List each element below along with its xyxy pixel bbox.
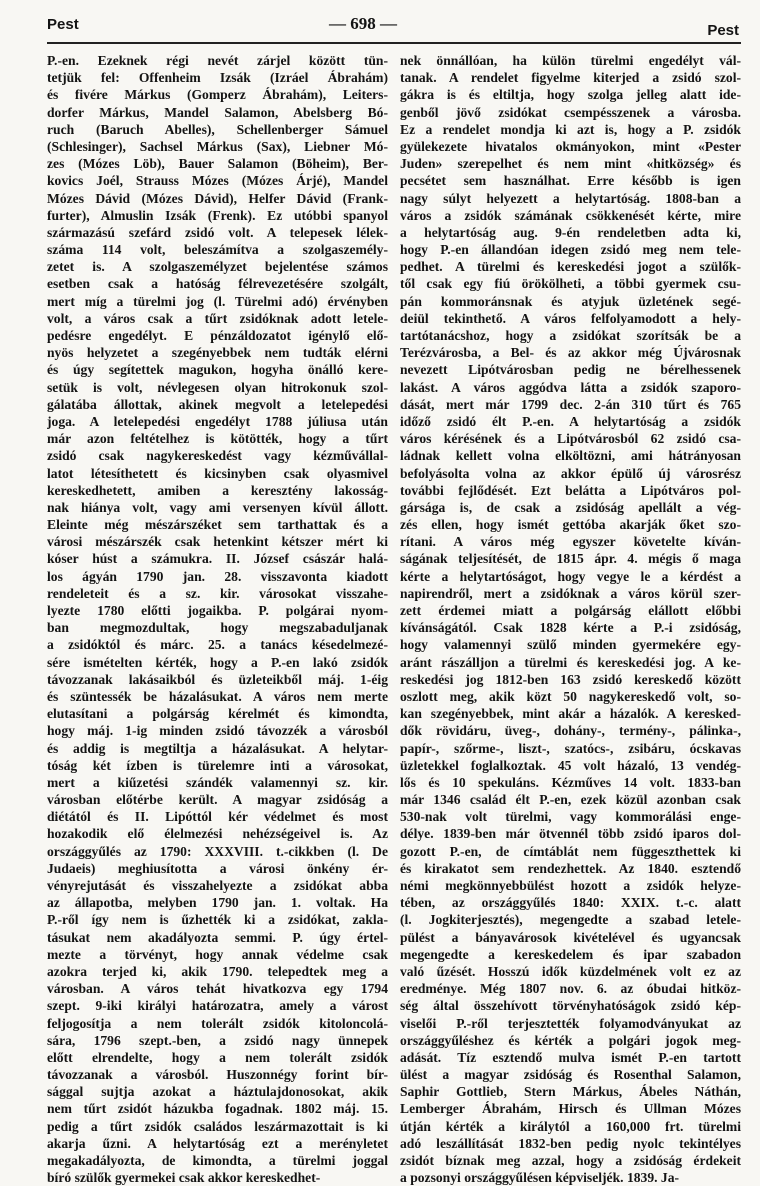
text-line: 530-nak volt türelmi, vagy kommorálási enge- [400,809,741,825]
text-line: tében, az országgyűlés 1840: XXIX. t.-c. alatt [400,895,741,911]
text-line: tartótanácshoz, hogy a zsidókat szorítsák be a [400,328,741,343]
text-line: üzletekkel foglalkoztak. 45 volt házaló, 13 vendég- [400,757,741,773]
text-line: től csak egy fiú örökölheti, a többi gyermek csu- [400,276,741,292]
text-line: Judaeis) meghiusította a városi önkény ér- [47,860,388,876]
text-line: pecsétet sem használhat. Erre később is igen [400,173,741,189]
text-line: ruch (Baruch Abelles), Schellenberger Sámuel [47,121,388,137]
header-left-title: Pest [47,16,79,33]
text-line: időző zsidó élt P.-en. A helytartóság a zsidók [400,413,741,429]
text-line: sára, 1796 szept.-ben, a zsidó nagy ünnepek [47,1032,388,1048]
text-line: távozzanak lakásaikból és üzleteikből máj. 1-éig [47,671,388,687]
text-line: mert míg a türelmi jog (l. Türelmi adó) érvényben [47,293,388,309]
text-line: kérte a helytartóságot, hogy vegye le a kérdést a [400,568,741,584]
text-line: azokra terjed ki, akik 1790. telepedtek meg a [47,963,388,979]
text-line: Terézvárosba, a Bel- és az akkor még Újvárosnak [400,345,741,361]
text-line: napirendről, mert a zsidóknak a város körül szer- [400,585,741,601]
text-line: setük is volt, névlegesen olyan hitrokonuk szol- [47,379,388,395]
text-line: városi mészárszék csak hetenkint kétszer mért ki [47,534,388,550]
text-line: a zsidóktól és márc. 25. a tanács késedelmezé- [47,637,388,653]
running-header [47,0,741,40]
text-line: deiül tekinthető. A város felfolyamodott a hely- [400,310,741,326]
text-line: (Schlesinger), Sachsel Márkus (Sax), Liebner Mó- [47,138,388,154]
text-line: esetben csak a hatóság félrevezetésére szolgált, [47,276,388,292]
text-line: eredménye. Még 1807 nov. 6. az óbudai hitköz- [400,981,741,997]
text-line: mert a kiűzetési szándék valamennyi sz. kir. [47,774,388,790]
text-line: gálatába állottak, akinek megvolt a letelepedési [47,396,388,412]
text-line: sággal sujtja azokat a háztulajdonosokat, akik [47,1084,388,1100]
text-line: dását, mert már 1799 dec. 2-án 310 tűrt és 765 [400,396,741,412]
text-line: elutasítani a polgárság kérelmét és kimondta, [47,706,388,722]
text-line: akarja űzni. A helytartóság ezt a merényletet [47,1135,388,1151]
text-line: megengedte a kereskedelem és ipar szabadon [400,946,741,962]
text-line: ládnak kellett volna elköltözni, ami hátrányosan [400,448,741,464]
text-line: zsidó csak nagykereskedést vagy kézművállal- [47,448,388,464]
text-line: befolyásolta volna az akkor épülő új városrész [400,465,741,481]
text-line: kóser húst a számukra. II. József császár halá- [47,551,388,567]
text-line: ülést a magyar zsidóság és Rosenthal Salamon, [400,1067,741,1083]
text-line: pedig a tűrt zsidók családos leszármazottait is ki [47,1118,388,1134]
text-line: város a zsidók számának csökkenését kérte, mire [400,207,741,223]
text-line: Mózes Dávid (Mózes Dávid), Helfer Dávid (Frank- [47,190,388,206]
text-line: pedésre engedélyt. E pénzáldozatot igénylő elő- [47,328,388,343]
text-line: való űzését. Hosszú idők küzdelmének volt ez az [400,963,741,979]
text-line: gákra is és eltiltja, hogy szolga jelleg alatt ide- [400,87,741,103]
text-line: pán kommoránsnak és atyjuk üzletének segé- [400,293,741,309]
text-line: az állapotba, melyben 1790 jan. 1. voltak. Ha [47,895,388,911]
text-line: diétától és II. Lipóttól kér védelmet és most [47,809,388,825]
text-line: oszlott meg, akik közt 50 nagykereskedő volt, so- [400,688,741,704]
text-line: és kirakatot sem rendezhettek. Az 1840. esztendő [400,860,741,876]
header-rule [47,42,741,44]
text-line: joga. A letelepedési engedélyt 1788 júliusa után [47,413,388,429]
text-line: hogy máj. 1-ig minden zsidó távozzék a városból [47,723,388,739]
text-line: los ágyán 1790 jan. 28. visszavonta kiadott [47,568,388,584]
text-line: lyezte 1780 előtti jogaikba. P. polgárai nyom- [47,603,388,618]
text-line: volt, a város csak a tűrt zsidóknak adott letele- [47,310,388,326]
text-line: Saphir Gottlieb, Stern Márkus, Ábeles Náthán, [400,1084,741,1100]
text-line: hogy valamennyi szülő minden gyermekére egy- [400,637,741,653]
text-line: tanak. A rendelet figyelme kiterjed a zsidó szol- [400,70,741,86]
text-line: P.-en. Ezeknek régi nevét zárjel között tün- [47,53,388,68]
text-line: nek önnállóan, ha külön türelmi engedélyt vál- [400,53,741,68]
text-line: furter), Almuslin Izsák (Frenk). Ez utóbbi spanyol [47,207,388,223]
text-line: latot létesíthetett és kicsinyben csak olyasmivel [47,465,388,481]
text-line: pülést a bányavárosok kivételével és ugyancsak [400,929,741,945]
text-line: tóság két ízben is türelemre inti a városokat, [47,757,388,773]
text-line: ség által összehívott törvényhatóságok zsidó kép- [400,998,741,1014]
text-line: zetet is. A szolgaszemélyzet bejelentése számos [47,259,388,275]
page-number: — 698 — [329,14,397,33]
text-line: kívánságától. Csak 1828 kérte a P.-i zsidóság, [400,620,741,636]
text-line: gyülekezete hivatalos okmányokon, mint «Pester [400,138,741,154]
text-line: nem tűrt zsidót házukba fogadnak. 1802 máj. 15. [47,1101,388,1117]
left-column [47,52,388,1186]
text-line: délye. 1839-ben már ötvennél több zsidó iparos dol- [400,826,741,842]
text-line: rendeleteit és a sz. kir. városokat visszahe- [47,585,388,601]
text-line: már 1346 család élt P.-en, ezek közül azonban csak [400,792,741,808]
text-line: származású szefárd zsidó volt. A telepesek lélek- [47,224,388,240]
text-line: papír-, szőrme-, liszt-, szatócs-, zsibáru, ócskavas [400,740,741,756]
text-line: kan szegényebbek, mint akár a házalók. A keresked- [400,706,741,722]
header-right-title: Pest [707,22,739,39]
text-line: a pozsonyi országgyűlésen képviseljék. 1839. Ja- [400,1170,680,1186]
text-line: bíró szülők gyermekei csak akkor kereskedhet- [47,1170,321,1186]
text-line: ban megmozdultak, hogy megszabaduljanak [47,620,388,636]
text-line: (l. Jogkiterjesztés), megengedte a szabad letele- [400,912,741,928]
text-line: szept. 9-iki királyi határozatra, amely a várost [47,998,388,1014]
text-line: mezte a törvényt, hogy annak védelme csak [47,946,388,962]
text-line: Ez a rendelet mondja ki azt is, hogy a P. zsidók [400,121,741,137]
text-line: kereskedhetett, amiben a keresztény lakosság- [47,482,388,498]
text-columns [47,52,741,1186]
text-line: nevezett Lipótvárosban pedig ne bérelhessenek [400,362,741,378]
text-line: némi megkönnyebbülést hozott a zsidók helyze- [400,878,741,893]
text-line: zes (Mózes Löb), Bauer Salamon (Böheim), Ber- [47,156,388,172]
text-line: város kérésének és a Lipótvárosból 62 zsidó csa- [400,431,741,447]
text-line: országgyűléshez és kérték a polgári jogok meg- [400,1032,741,1048]
text-line: Juden» szerepelhet és nem mint «hitközség» és [400,156,741,172]
text-line: tásukat nem akadályozta semmi. P. úgy értel- [47,929,388,945]
text-line: sére ismételten kérték, hogy a P.-en lakó zsidók [47,654,388,670]
text-line: és addig is megtiltja a házalásukat. A helytar- [47,740,388,756]
right-column [400,52,741,1186]
text-line: rítani. A város még egyszer követelte kíván- [400,534,741,550]
text-line: városban. A város tehát hivatkozva egy 1794 [47,981,388,997]
text-line: száma 114 volt, beleszámítva a szolgaszemély- [47,242,388,258]
text-line: P.-ről így nem is űzhették ki a zsidókat, zakla- [47,912,388,928]
text-line: és szüntessék be házalásukat. A város nem merte [47,688,388,704]
text-line: nagy súlyt helyezett a helytartóság. 1808-ban a [400,190,741,206]
text-line: már azon feltételhez is kötötték, hogy a tűrt [47,431,388,447]
text-line: ságának teljesítését, de 1815 ápr. 4. mégis ő maga [400,551,741,567]
text-line: megakadályozta, de kimondta, a türelmi joggal [47,1153,388,1168]
text-line: további fejlődését. Ezt belátta a Lipótváros pol- [400,482,741,498]
text-line: és fivére Márkus (Gomperz Ábrahám), Leiters- [47,87,388,103]
text-line: Lemberger Ábrahám, Hirsch és Ullman Mózes [400,1101,741,1117]
text-line: pedhet. A türelmi és kereskedési jogot a szülők- [400,259,741,275]
text-line: lakást. A város aggódva látta a zsidók szaporo- [400,379,741,395]
text-line: zsidót bíznak meg azzal, hogy a zsidóság érdekeit [400,1153,741,1168]
text-line: tetjük fel: Offenheim Izsák (Izráel Ábrahám) [47,70,388,86]
text-line: adó leszállítását 1832-ben pedig nyolc tekintélyes [400,1135,741,1151]
text-line: Eleinte még mészárszéket sem tarthattak és a [47,517,388,533]
text-line: reskedési jog 1812-ben 163 zsidó kereskedő között [400,671,741,687]
text-line: városban előtérbe került. A magyar zsidóság a [47,792,388,808]
text-line: genből jövő zsidókat csempésszenek a városba. [400,104,741,120]
text-line: kovics Joél, Strauss Mózes (Mózes Árjé), Mandel [47,173,388,189]
text-line: gársága is, de csak a zsidóság apellált a vég- [400,499,741,515]
text-line: útján kérték a királytól a 160,000 frt. türelmi [400,1118,741,1134]
text-line: hozakodik elő élelmezési nehézségeivel is. Az [47,826,388,842]
text-line: zett érdemei miatt a polgárság elállott előbbi [400,603,741,618]
text-line: nyös helyzetet a szegényebbek nem tudták elérni [47,345,388,361]
text-line: és úgy segítettek magukon, hogyha önálló kere- [47,362,388,378]
text-line: adását. Tíz esztendő mulva ismét P.-en tartott [400,1049,741,1065]
text-line: lős és 10 spekuláns. Kézműves 14 volt. 1833-ban [400,774,741,790]
text-line: nak hiánya volt, vagy ami versenyen kívül állott. [47,499,388,515]
text-line: távozzanak a városból. Huszonnégy forint bír- [47,1067,388,1083]
text-line: országgyűlés az 1790: XXXVIII. t.-cikkben (l. De [47,843,388,859]
text-line: viselői P.-ről terjesztették folyamodványukat az [400,1015,741,1031]
text-line: dők rövidáru, üveg-, dohány-, termény-, pálinka-, [400,723,741,739]
text-line: hogy P.-en állandóan idegen zsidó meg nem tele- [400,242,741,258]
text-line: zés ellen, hogy ismét gettóba akarják őket szo- [400,517,741,533]
text-line: gozott P.-en, de címtáblát nem függeszthettek ki [400,843,741,859]
text-line: vényrejutását és visszahelyezte a zsidókat abba [47,878,388,893]
text-line: dorfer Márkus, Mandel Salamon, Abelsberg Bó- [47,104,388,120]
text-line: feljogosítja a nem tolerált zsidók kitoloncolá- [47,1015,388,1031]
text-line: a helytartóság aug. 9-én rendeletben adta ki, [400,224,741,240]
text-line: előtt elrendelte, hogy a nem tolerált zsidók [47,1049,388,1065]
text-line: aránt rászálljon a türelmi és kereskedési jog. A ke- [400,654,741,670]
